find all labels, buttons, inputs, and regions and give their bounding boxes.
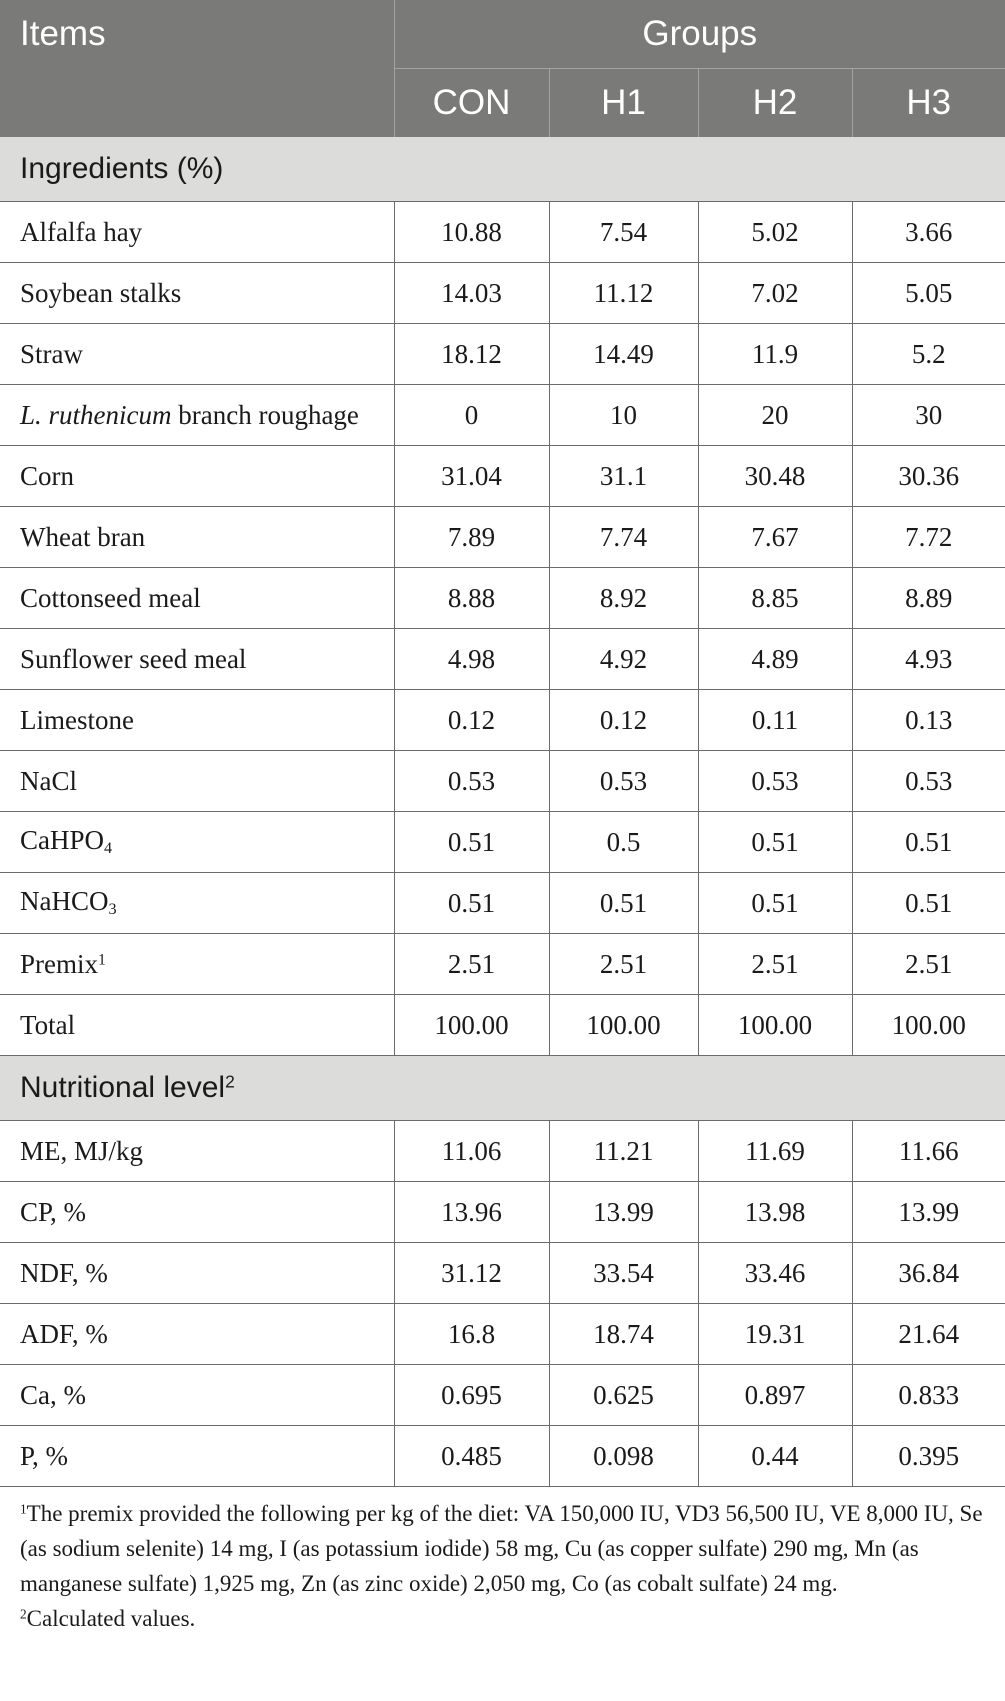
label-text: Sunflower seed meal xyxy=(20,643,247,674)
cell-h1: 4.92 xyxy=(549,629,698,690)
cell-con: 13.96 xyxy=(394,1182,549,1243)
footnote-mark: 2 xyxy=(225,1071,235,1092)
ingredient-row xyxy=(0,812,1005,873)
nutrition-row xyxy=(0,1304,1005,1365)
cell-con: 100.00 xyxy=(394,995,549,1056)
cell-con: 31.12 xyxy=(394,1243,549,1304)
nutrition-row xyxy=(0,1182,1005,1243)
cell-h3: 100.00 xyxy=(852,995,1005,1056)
items-header: Items xyxy=(0,0,394,137)
row-label xyxy=(0,995,394,1056)
column-header-h3: H3 xyxy=(852,69,1005,138)
cell-h1: 0.098 xyxy=(549,1426,698,1487)
label-italic: L. ruthenicum xyxy=(20,399,172,430)
cell-h1: 11.21 xyxy=(549,1121,698,1182)
cell-h1: 8.92 xyxy=(549,568,698,629)
footnote-text: Calculated values. xyxy=(26,1606,196,1631)
ingredient-row xyxy=(0,629,1005,690)
cell-h1: 7.74 xyxy=(549,507,698,568)
section-nutritional-level xyxy=(0,1056,1005,1121)
column-header-h2: H2 xyxy=(698,69,852,138)
label-text: P, % xyxy=(20,1440,69,1471)
label-text: ADF, % xyxy=(20,1318,108,1349)
row-label xyxy=(0,812,394,873)
cell-con: 0.12 xyxy=(394,690,549,751)
row-label xyxy=(0,751,394,812)
cell-con: 31.04 xyxy=(394,446,549,507)
ingredient-row xyxy=(0,934,1005,995)
cell-h2: 7.67 xyxy=(698,507,852,568)
cell-con: 16.8 xyxy=(394,1304,549,1365)
footnote-number: 2 xyxy=(20,1606,27,1622)
row-label xyxy=(0,324,394,385)
cell-h3: 8.89 xyxy=(852,568,1005,629)
row-label xyxy=(0,629,394,690)
nutrition-row xyxy=(0,1121,1005,1182)
row-label xyxy=(0,507,394,568)
cell-h3: 0.51 xyxy=(852,873,1005,934)
cell-h2: 2.51 xyxy=(698,934,852,995)
cell-h2: 7.02 xyxy=(698,263,852,324)
ingredient-row xyxy=(0,385,1005,446)
cell-h2: 0.44 xyxy=(698,1426,852,1487)
cell-h3: 11.66 xyxy=(852,1121,1005,1182)
ingredient-row xyxy=(0,995,1005,1056)
label-subscript: 3 xyxy=(108,900,117,919)
label-text: Total xyxy=(20,1009,76,1040)
cell-h2: 0.11 xyxy=(698,690,852,751)
row-label xyxy=(0,1304,394,1365)
cell-h2: 0.51 xyxy=(698,873,852,934)
cell-h1: 33.54 xyxy=(549,1243,698,1304)
nutrition-row xyxy=(0,1365,1005,1426)
row-label xyxy=(0,202,394,263)
label-text: Wheat bran xyxy=(20,521,146,552)
section-title-ingredients: Ingredients (%) xyxy=(0,137,1005,202)
nutrition-row xyxy=(0,1426,1005,1487)
ingredient-row xyxy=(0,202,1005,263)
ingredient-row xyxy=(0,507,1005,568)
label-text: NaHCO xyxy=(20,886,109,917)
cell-h3: 7.72 xyxy=(852,507,1005,568)
cell-h2: 4.89 xyxy=(698,629,852,690)
cell-h1: 0.51 xyxy=(549,873,698,934)
cell-con: 0.51 xyxy=(394,873,549,934)
ingredient-row xyxy=(0,751,1005,812)
footnote xyxy=(20,1601,985,1636)
footnote xyxy=(20,1496,985,1601)
row-label xyxy=(0,1182,394,1243)
cell-con: 0.695 xyxy=(394,1365,549,1426)
cell-con: 10.88 xyxy=(394,202,549,263)
cell-h2: 20 xyxy=(698,385,852,446)
label-text: CaHPO xyxy=(20,825,105,856)
cell-h2: 0.897 xyxy=(698,1365,852,1426)
footnote-text: The premix provided the following per kg of the diet: VA 150,000 IU, VD3 56,500 IU, VE 8,000 IU, Se (as sodium selenite) 14 mg, I (as potassium iodide) 58 mg, Cu (as copper sulfate) 290 mg, Mn (as manganese sulfate) 1,925 mg, Zn (as zinc oxide) 2,050 mg, Co (as cobalt sulfate) 24 mg. xyxy=(20,1501,983,1596)
row-label xyxy=(0,690,394,751)
nutrition-row xyxy=(0,1243,1005,1304)
cell-h1: 0.12 xyxy=(549,690,698,751)
row-label xyxy=(0,1365,394,1426)
cell-h3: 13.99 xyxy=(852,1182,1005,1243)
label-text: Cottonseed meal xyxy=(20,582,201,613)
cell-h3: 30 xyxy=(852,385,1005,446)
label-text: NDF, % xyxy=(20,1257,108,1288)
ingredient-row xyxy=(0,690,1005,751)
cell-con: 8.88 xyxy=(394,568,549,629)
cell-h2: 19.31 xyxy=(698,1304,852,1365)
row-label xyxy=(0,1121,394,1182)
cell-h2: 13.98 xyxy=(698,1182,852,1243)
cell-con: 7.89 xyxy=(394,507,549,568)
table-footnotes xyxy=(0,1487,1005,1636)
cell-h2: 33.46 xyxy=(698,1243,852,1304)
cell-h2: 100.00 xyxy=(698,995,852,1056)
row-label xyxy=(0,934,394,995)
cell-h3: 21.64 xyxy=(852,1304,1005,1365)
label-text: CP, % xyxy=(20,1196,87,1227)
cell-h3: 5.2 xyxy=(852,324,1005,385)
footnote-number: 1 xyxy=(20,1501,27,1517)
cell-h3: 0.833 xyxy=(852,1365,1005,1426)
label-text: Premix xyxy=(20,948,98,979)
cell-h1: 18.74 xyxy=(549,1304,698,1365)
row-label xyxy=(0,568,394,629)
cell-con: 4.98 xyxy=(394,629,549,690)
cell-h1: 0.5 xyxy=(549,812,698,873)
ingredient-row xyxy=(0,873,1005,934)
section-ingredients xyxy=(0,137,1005,202)
cell-h2: 0.53 xyxy=(698,751,852,812)
column-header-h1: H1 xyxy=(549,69,698,138)
ingredient-row xyxy=(0,263,1005,324)
cell-h3: 0.51 xyxy=(852,812,1005,873)
column-header-con: CON xyxy=(394,69,549,138)
row-label xyxy=(0,1426,394,1487)
cell-h1: 11.12 xyxy=(549,263,698,324)
label-text: Corn xyxy=(20,460,74,491)
groups-header: Groups xyxy=(394,0,1005,69)
row-label xyxy=(0,446,394,507)
cell-h3: 0.53 xyxy=(852,751,1005,812)
label-text: ME, MJ/kg xyxy=(20,1135,144,1166)
cell-h3: 5.05 xyxy=(852,263,1005,324)
cell-h3: 2.51 xyxy=(852,934,1005,995)
cell-h1: 14.49 xyxy=(549,324,698,385)
ingredient-row xyxy=(0,324,1005,385)
cell-h3: 0.13 xyxy=(852,690,1005,751)
row-label xyxy=(0,873,394,934)
cell-h1: 2.51 xyxy=(549,934,698,995)
cell-con: 0 xyxy=(394,385,549,446)
cell-con: 0.53 xyxy=(394,751,549,812)
cell-con: 0.51 xyxy=(394,812,549,873)
cell-h3: 36.84 xyxy=(852,1243,1005,1304)
cell-con: 2.51 xyxy=(394,934,549,995)
label-text: Alfalfa hay xyxy=(20,216,143,247)
cell-h3: 4.93 xyxy=(852,629,1005,690)
label-text: Limestone xyxy=(20,704,134,735)
section-title-text: Nutritional level xyxy=(20,1071,226,1104)
row-label xyxy=(0,385,394,446)
label-text: Ca, % xyxy=(20,1379,86,1410)
cell-h1: 0.53 xyxy=(549,751,698,812)
cell-h2: 30.48 xyxy=(698,446,852,507)
cell-h3: 0.395 xyxy=(852,1426,1005,1487)
label-text: Soybean stalks xyxy=(20,277,182,308)
table-body xyxy=(0,137,1005,1487)
cell-h2: 5.02 xyxy=(698,202,852,263)
ingredient-row xyxy=(0,446,1005,507)
label-text: branch roughage xyxy=(171,399,359,430)
cell-h1: 10 xyxy=(549,385,698,446)
cell-h1: 100.00 xyxy=(549,995,698,1056)
cell-h1: 31.1 xyxy=(549,446,698,507)
cell-h3: 3.66 xyxy=(852,202,1005,263)
cell-h3: 30.36 xyxy=(852,446,1005,507)
row-label xyxy=(0,263,394,324)
label-text: Straw xyxy=(20,338,83,369)
section-title-nutritional-level xyxy=(0,1056,1005,1121)
header-row-groups xyxy=(0,0,1005,69)
cell-h1: 13.99 xyxy=(549,1182,698,1243)
cell-con: 18.12 xyxy=(394,324,549,385)
cell-con: 11.06 xyxy=(394,1121,549,1182)
cell-h2: 11.69 xyxy=(698,1121,852,1182)
cell-h2: 0.51 xyxy=(698,812,852,873)
cell-con: 14.03 xyxy=(394,263,549,324)
label-subscript: 4 xyxy=(104,839,113,858)
label-text: NaCl xyxy=(20,765,77,796)
cell-h1: 7.54 xyxy=(549,202,698,263)
ingredient-row xyxy=(0,568,1005,629)
cell-con: 0.485 xyxy=(394,1426,549,1487)
footnote-mark: 1 xyxy=(98,950,106,968)
row-label xyxy=(0,1243,394,1304)
cell-h2: 8.85 xyxy=(698,568,852,629)
cell-h1: 0.625 xyxy=(549,1365,698,1426)
cell-h2: 11.9 xyxy=(698,324,852,385)
